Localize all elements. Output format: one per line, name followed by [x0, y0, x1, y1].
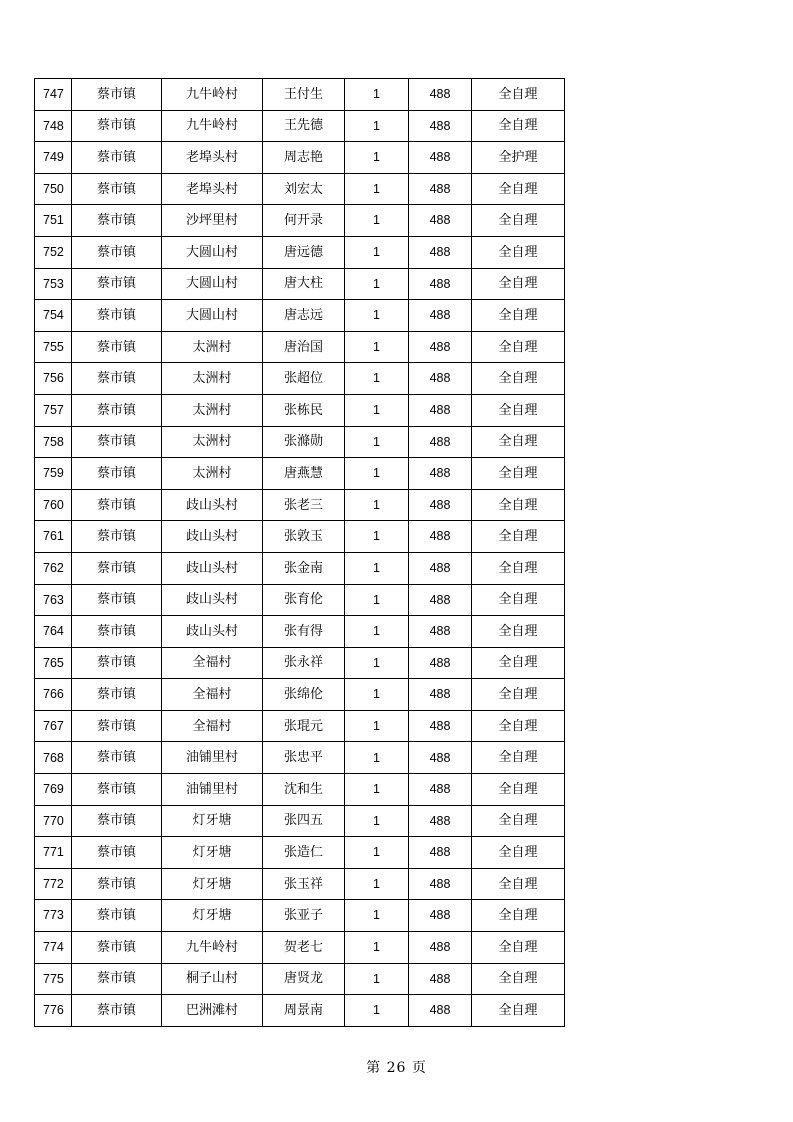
cell-serial: 748 [35, 110, 72, 142]
cell-care-type: 全自理 [472, 963, 565, 995]
cell-town: 蔡市镇 [72, 363, 162, 395]
cell-care-type: 全自理 [472, 489, 565, 521]
cell-town: 蔡市镇 [72, 616, 162, 648]
cell-care-type: 全自理 [472, 205, 565, 237]
cell-care-type: 全自理 [472, 584, 565, 616]
cell-name: 张超位 [263, 363, 345, 395]
cell-serial: 764 [35, 616, 72, 648]
cell-village: 歧山头村 [162, 489, 263, 521]
cell-amount: 488 [409, 300, 472, 332]
cell-name: 张绵伦 [263, 679, 345, 711]
cell-town: 蔡市镇 [72, 679, 162, 711]
cell-name: 张造仁 [263, 837, 345, 869]
table-row [35, 552, 565, 584]
cell-village: 大圆山村 [162, 236, 263, 268]
cell-serial: 770 [35, 805, 72, 837]
cell-village: 全福村 [162, 710, 263, 742]
cell-town: 蔡市镇 [72, 805, 162, 837]
cell-name: 周景南 [263, 995, 345, 1027]
cell-town: 蔡市镇 [72, 268, 162, 300]
cell-serial: 776 [35, 995, 72, 1027]
cell-serial: 750 [35, 173, 72, 205]
cell-name: 何开录 [263, 205, 345, 237]
cell-name: 张琨元 [263, 710, 345, 742]
cell-count: 1 [345, 331, 409, 363]
cell-care-type: 全自理 [472, 679, 565, 711]
cell-count: 1 [345, 837, 409, 869]
cell-care-type: 全自理 [472, 932, 565, 964]
cell-village: 九牛岭村 [162, 110, 263, 142]
cell-village: 沙坪里村 [162, 205, 263, 237]
cell-serial: 775 [35, 963, 72, 995]
cell-serial: 752 [35, 236, 72, 268]
cell-amount: 488 [409, 458, 472, 490]
cell-serial: 755 [35, 331, 72, 363]
cell-name: 张亚子 [263, 900, 345, 932]
table-row [35, 710, 565, 742]
page-number: 第 26 页 [366, 1060, 427, 1076]
table-row [35, 837, 565, 869]
cell-serial: 774 [35, 932, 72, 964]
cell-village: 歧山头村 [162, 521, 263, 553]
cell-name: 唐志远 [263, 300, 345, 332]
cell-town: 蔡市镇 [72, 489, 162, 521]
cell-village: 老埠头村 [162, 173, 263, 205]
cell-amount: 488 [409, 963, 472, 995]
cell-amount: 488 [409, 394, 472, 426]
records-table-body [35, 79, 565, 1027]
cell-serial: 761 [35, 521, 72, 553]
cell-village: 桐子山村 [162, 963, 263, 995]
cell-name: 张育伦 [263, 584, 345, 616]
cell-amount: 488 [409, 236, 472, 268]
cell-serial: 762 [35, 552, 72, 584]
cell-amount: 488 [409, 79, 472, 111]
cell-serial: 771 [35, 837, 72, 869]
cell-town: 蔡市镇 [72, 300, 162, 332]
cell-care-type: 全自理 [472, 79, 565, 111]
cell-name: 张有得 [263, 616, 345, 648]
table-row [35, 679, 565, 711]
cell-amount: 488 [409, 110, 472, 142]
cell-count: 1 [345, 963, 409, 995]
cell-amount: 488 [409, 489, 472, 521]
cell-amount: 488 [409, 616, 472, 648]
cell-count: 1 [345, 584, 409, 616]
cell-serial: 756 [35, 363, 72, 395]
cell-care-type: 全自理 [472, 710, 565, 742]
cell-count: 1 [345, 616, 409, 648]
cell-amount: 488 [409, 331, 472, 363]
cell-town: 蔡市镇 [72, 173, 162, 205]
table-row [35, 521, 565, 553]
cell-village: 灯牙塘 [162, 805, 263, 837]
cell-town: 蔡市镇 [72, 236, 162, 268]
cell-amount: 488 [409, 805, 472, 837]
cell-count: 1 [345, 742, 409, 774]
cell-count: 1 [345, 932, 409, 964]
table-row [35, 236, 565, 268]
cell-count: 1 [345, 868, 409, 900]
cell-village: 大圆山村 [162, 268, 263, 300]
cell-town: 蔡市镇 [72, 963, 162, 995]
table-row [35, 458, 565, 490]
cell-amount: 488 [409, 142, 472, 174]
cell-name: 唐治国 [263, 331, 345, 363]
cell-count: 1 [345, 552, 409, 584]
cell-name: 王先德 [263, 110, 345, 142]
table-row [35, 110, 565, 142]
cell-count: 1 [345, 173, 409, 205]
cell-village: 大圆山村 [162, 300, 263, 332]
cell-serial: 754 [35, 300, 72, 332]
cell-town: 蔡市镇 [72, 774, 162, 806]
cell-serial: 747 [35, 79, 72, 111]
cell-care-type: 全自理 [472, 300, 565, 332]
cell-care-type: 全自理 [472, 995, 565, 1027]
cell-amount: 488 [409, 268, 472, 300]
cell-name: 张老三 [263, 489, 345, 521]
cell-name: 王付生 [263, 79, 345, 111]
cell-town: 蔡市镇 [72, 79, 162, 111]
cell-care-type: 全自理 [472, 268, 565, 300]
table-row [35, 394, 565, 426]
cell-name: 沈和生 [263, 774, 345, 806]
cell-name: 张永祥 [263, 647, 345, 679]
cell-village: 九牛岭村 [162, 79, 263, 111]
cell-care-type: 全自理 [472, 363, 565, 395]
cell-care-type: 全自理 [472, 742, 565, 774]
cell-town: 蔡市镇 [72, 742, 162, 774]
cell-town: 蔡市镇 [72, 142, 162, 174]
cell-serial: 773 [35, 900, 72, 932]
cell-village: 灯牙塘 [162, 837, 263, 869]
cell-care-type: 全自理 [472, 331, 565, 363]
table-row [35, 774, 565, 806]
table-row [35, 742, 565, 774]
table-row [35, 363, 565, 395]
cell-name: 张忠平 [263, 742, 345, 774]
cell-town: 蔡市镇 [72, 710, 162, 742]
cell-care-type: 全自理 [472, 552, 565, 584]
cell-amount: 488 [409, 679, 472, 711]
cell-care-type: 全自理 [472, 458, 565, 490]
cell-village: 太洲村 [162, 458, 263, 490]
cell-count: 1 [345, 710, 409, 742]
cell-serial: 769 [35, 774, 72, 806]
cell-name: 唐大柱 [263, 268, 345, 300]
cell-care-type: 全自理 [472, 236, 565, 268]
cell-village: 太洲村 [162, 426, 263, 458]
table-row [35, 616, 565, 648]
cell-amount: 488 [409, 584, 472, 616]
cell-name: 周志艳 [263, 142, 345, 174]
cell-care-type: 全自理 [472, 521, 565, 553]
cell-village: 老埠头村 [162, 142, 263, 174]
table-row [35, 300, 565, 332]
cell-amount: 488 [409, 837, 472, 869]
cell-village: 太洲村 [162, 394, 263, 426]
cell-village: 灯牙塘 [162, 868, 263, 900]
cell-name: 张栋民 [263, 394, 345, 426]
cell-care-type: 全自理 [472, 774, 565, 806]
cell-serial: 760 [35, 489, 72, 521]
cell-village: 全福村 [162, 647, 263, 679]
cell-name: 张滌勋 [263, 426, 345, 458]
cell-count: 1 [345, 394, 409, 426]
cell-village: 歧山头村 [162, 552, 263, 584]
cell-village: 全福村 [162, 679, 263, 711]
cell-name: 唐燕慧 [263, 458, 345, 490]
cell-village: 油铺里村 [162, 774, 263, 806]
table-row [35, 584, 565, 616]
cell-serial: 757 [35, 394, 72, 426]
cell-town: 蔡市镇 [72, 521, 162, 553]
cell-serial: 763 [35, 584, 72, 616]
cell-amount: 488 [409, 363, 472, 395]
cell-care-type: 全自理 [472, 616, 565, 648]
cell-count: 1 [345, 900, 409, 932]
cell-village: 巴洲滩村 [162, 995, 263, 1027]
cell-name: 贺老七 [263, 932, 345, 964]
cell-care-type: 全自理 [472, 647, 565, 679]
cell-name: 张敦玉 [263, 521, 345, 553]
cell-serial: 751 [35, 205, 72, 237]
cell-count: 1 [345, 300, 409, 332]
cell-care-type: 全护理 [472, 142, 565, 174]
cell-care-type: 全自理 [472, 426, 565, 458]
cell-name: 张玉祥 [263, 868, 345, 900]
cell-serial: 768 [35, 742, 72, 774]
table-row [35, 268, 565, 300]
cell-name: 刘宏太 [263, 173, 345, 205]
cell-amount: 488 [409, 205, 472, 237]
table-row [35, 173, 565, 205]
cell-town: 蔡市镇 [72, 394, 162, 426]
cell-amount: 488 [409, 426, 472, 458]
cell-care-type: 全自理 [472, 868, 565, 900]
cell-serial: 767 [35, 710, 72, 742]
table-row [35, 79, 565, 111]
cell-town: 蔡市镇 [72, 552, 162, 584]
cell-count: 1 [345, 521, 409, 553]
cell-amount: 488 [409, 774, 472, 806]
cell-village: 太洲村 [162, 363, 263, 395]
table-row [35, 647, 565, 679]
cell-count: 1 [345, 205, 409, 237]
cell-town: 蔡市镇 [72, 837, 162, 869]
cell-town: 蔡市镇 [72, 932, 162, 964]
cell-count: 1 [345, 426, 409, 458]
cell-name: 唐远德 [263, 236, 345, 268]
cell-amount: 488 [409, 995, 472, 1027]
cell-amount: 488 [409, 932, 472, 964]
cell-count: 1 [345, 679, 409, 711]
cell-count: 1 [345, 363, 409, 395]
cell-village: 歧山头村 [162, 584, 263, 616]
cell-amount: 488 [409, 868, 472, 900]
cell-town: 蔡市镇 [72, 110, 162, 142]
cell-count: 1 [345, 236, 409, 268]
table-row [35, 331, 565, 363]
cell-village: 太洲村 [162, 331, 263, 363]
cell-town: 蔡市镇 [72, 868, 162, 900]
cell-amount: 488 [409, 742, 472, 774]
cell-care-type: 全自理 [472, 173, 565, 205]
table-row [35, 868, 565, 900]
cell-town: 蔡市镇 [72, 584, 162, 616]
cell-town: 蔡市镇 [72, 426, 162, 458]
cell-village: 油铺里村 [162, 742, 263, 774]
cell-name: 张四五 [263, 805, 345, 837]
cell-village: 九牛岭村 [162, 932, 263, 964]
table-row [35, 142, 565, 174]
cell-amount: 488 [409, 521, 472, 553]
cell-town: 蔡市镇 [72, 331, 162, 363]
cell-count: 1 [345, 142, 409, 174]
table-row [35, 805, 565, 837]
cell-care-type: 全自理 [472, 394, 565, 426]
cell-care-type: 全自理 [472, 837, 565, 869]
cell-count: 1 [345, 458, 409, 490]
cell-amount: 488 [409, 552, 472, 584]
cell-serial: 759 [35, 458, 72, 490]
table-row [35, 900, 565, 932]
cell-count: 1 [345, 268, 409, 300]
cell-count: 1 [345, 79, 409, 111]
cell-serial: 749 [35, 142, 72, 174]
cell-serial: 753 [35, 268, 72, 300]
table-row [35, 205, 565, 237]
cell-care-type: 全自理 [472, 110, 565, 142]
cell-name: 张金南 [263, 552, 345, 584]
cell-village: 歧山头村 [162, 616, 263, 648]
table-row [35, 426, 565, 458]
cell-count: 1 [345, 110, 409, 142]
cell-count: 1 [345, 774, 409, 806]
cell-serial: 765 [35, 647, 72, 679]
cell-town: 蔡市镇 [72, 205, 162, 237]
cell-town: 蔡市镇 [72, 458, 162, 490]
cell-village: 灯牙塘 [162, 900, 263, 932]
cell-count: 1 [345, 489, 409, 521]
records-table [34, 78, 565, 1027]
cell-care-type: 全自理 [472, 805, 565, 837]
cell-amount: 488 [409, 710, 472, 742]
cell-count: 1 [345, 995, 409, 1027]
cell-count: 1 [345, 647, 409, 679]
cell-amount: 488 [409, 173, 472, 205]
cell-amount: 488 [409, 900, 472, 932]
table-row [35, 932, 565, 964]
cell-count: 1 [345, 805, 409, 837]
cell-town: 蔡市镇 [72, 900, 162, 932]
cell-name: 唐贤龙 [263, 963, 345, 995]
cell-amount: 488 [409, 647, 472, 679]
table-row [35, 995, 565, 1027]
cell-serial: 758 [35, 426, 72, 458]
table-row [35, 489, 565, 521]
table-row [35, 963, 565, 995]
cell-care-type: 全自理 [472, 900, 565, 932]
cell-town: 蔡市镇 [72, 995, 162, 1027]
cell-serial: 772 [35, 868, 72, 900]
cell-town: 蔡市镇 [72, 647, 162, 679]
cell-serial: 766 [35, 679, 72, 711]
